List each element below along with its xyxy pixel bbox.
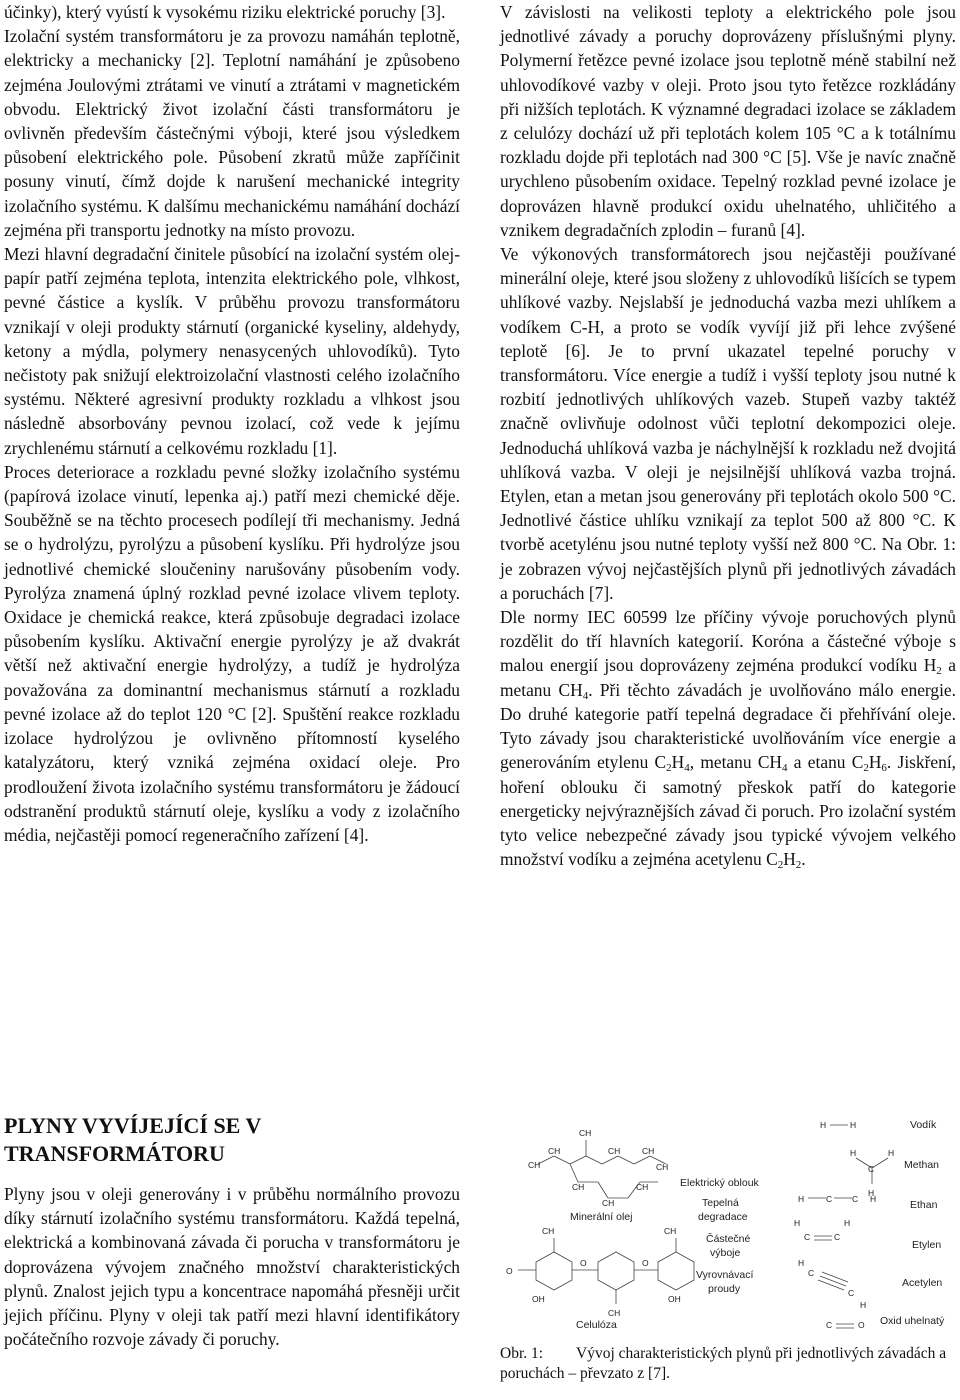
gas-acetylene-label: Acetylen [902,1277,943,1289]
section-heading: PLYNY VYVÍJEJÍCÍ SE V TRANSFORMÁTORU [4,1113,261,1166]
figure-drawing [498,1112,960,1342]
svg-text:CH: CH [642,1146,655,1156]
svg-text:H: H [844,1218,851,1228]
svg-text:OH: OH [668,1294,681,1304]
fault-pd-label: Částečné [706,1233,751,1245]
svg-text:O: O [642,1258,649,1268]
svg-text:H: H [888,1148,895,1158]
svg-text:CH: CH [656,1162,669,1172]
gas-methane-label: Methan [904,1159,940,1171]
svg-text:H: H [820,1120,827,1130]
paragraph: účinky), který vyústí k vysokému riziku elektrické poruchy [3]. [4,2,446,22]
svg-text:CH: CH [542,1226,555,1236]
svg-text:C: C [808,1268,815,1278]
svg-text:CH: CH [608,1308,621,1318]
paragraph: Mezi hlavní degradační činitele působící na izolační systém olej-papír patří zejména teplota, intenzita elektrického pole, vlhkost, pevné částice a kyslík. V průběhu provozu transformátoru vznikají v oleji produkty stárnutí (organické kyseliny, aldehydy, ketony a mýdla, polymery nenasycených uhlovodíků). Tyto nečistoty pak snižují elektroizolační vlastnosti celého izolačního systému. Některé agresivní produkty rozkladu a vlhkost jsou následně absorbovány pevnou izolací, což vede k jejímu zrychlenému stárnutí a celkovému rozkladu [1]. [4,244,460,458]
svg-text:OH: OH [532,1294,545,1304]
fault-types [680,1177,760,1295]
svg-text:H: H [850,1120,857,1130]
svg-text:C: C [804,1232,811,1242]
cellulose-label: Celulóza [576,1319,617,1331]
paragraph: V závislosti na velikosti teploty a elektrického pole jsou jednotlivé závady a poruchy doprovázeny příslušnými plyny. Polymerní řetězce pevné izolace jsou teplotně méně stabilní než uhlovodíkové vazby v oleji. Proto jsou tyto řetězce rozkládány při nižších teplotách. K významné degradaci izolace se základem z celulózy dochází už při teplotách kolem 105 °C a k totálnímu rozkladu dojde při teplotách nad 300 °C [5]. Vše je navíc značně urychleno působením oxidace. Tepelný rozklad pevné izolace je doprovázen hlavně produkcí oxidu uhelnatého, uhličitého a vznikem degradačních zplodin – furanů [4]. [500,2,956,240]
svg-text:H: H [798,1194,805,1204]
fault-thermal-label: Tepelná [702,1197,739,1209]
svg-text:C: C [826,1194,833,1204]
svg-text:C: C [834,1232,841,1242]
svg-text:H: H [868,1188,875,1198]
svg-text:CH: CH [602,1198,615,1208]
caption-label: Obr. 1: [500,1345,544,1362]
right-column [500,0,956,871]
mineral-oil-label: Minerální olej [570,1211,633,1223]
mineral-oil-atoms [528,1128,668,1208]
svg-text:C: C [826,1320,833,1330]
gas-hydrogen-label: Vodík [910,1119,937,1131]
paragraph: Plyny jsou v oleji generovány i v průběhu normálního provozu díky stárnutí izolačního systému transformátoru. Každá tepelná, elektrická a kombinovaná závada či porucha v transformátoru je doprovázena vývojem značného množství charakteristických plynů. Znalost jejich typu a koncentrace napomáhá přesněji určit jejich příčinu. Plyny v oleji tak patří mezi hlavní identifikátory počátečního rozvoje závady či poruchy. [4,1184,460,1350]
svg-text:C: C [848,1288,855,1298]
paragraph: Dle normy IEC 60599 lze příčiny vývoje poruchových plynů rozdělit do tří hlavních kategorií. Koróna a částečné výboje s malou energií jsou doprovázeny zejména produkcí vodíku $H_2$ a metanu $CH_4$. Při těchto závadách je uvolňováno málo energie. Do druhé kategorie patří tepelná degradace či přehřívání oleje. Tyto závady jsou charakteristické uvolňováním více energie a generováním etylenu $C_2H_4$, metanu $CH_4$ a etanu $C_2H_6$. Jiskření, hoření oblouku či samotný přeskok patří do kategorie energeticky nejvýraznějších závad či poruch. Pro izolační systém tyto velice nebezpečné závady jsou typické vývojem velkého množství vodíku a zejména acetylenu $C_2H_2$. [500,607,957,872]
svg-text:CH: CH [528,1160,541,1170]
fault-pd-label-2: výboje [710,1247,741,1259]
gas-atoms [794,1120,894,1330]
svg-text:CH: CH [572,1182,585,1192]
svg-text:H: H [794,1218,801,1228]
caption-text: Vývoj charakteristických plynů při jednotlivých závadách a poruchách – převzato z [7]. [500,1345,947,1382]
fault-thermal-label-2: degradace [698,1211,748,1223]
svg-text:C: C [868,1164,875,1174]
fault-arc-label: Elektrický oblouk [680,1177,759,1189]
figure-caption [500,1344,958,1384]
gas-evolution-figure [498,1112,960,1342]
paragraph: Ve výkonových transformátorech jsou nejčastěji používané minerální oleje, které jsou složeny z uhlovodíků lišících se typem uhlíkové vazby. Nejslabší je jednoduchá vazba mezi uhlíkem a vodíkem C-H, a proto se vodík vyvíjí již při lehce zvýšené teplotě [6]. Je to první ukazatel tepelné poruchy v transformátoru. Více energie a tudíž i vyšší teploty jsou nutné k rozbití jednotlivých uhlíkových vazeb. Stupeň vazby taktéž značně ovlivňuje odolnost vůči teplotní dekompozici oleje. Jednoduchá uhlíková vazba je náchylnější k rozkladu než dvojitá uhlíková vazba. V oleji je nejsilnější uhlíková vazba trojná. Etylen, etan a metan jsou generovány při teplotách okolo 500 °C. Jednotlivé částice uhlíku vznikají za teplot 500 až 800 °C. K tvorbě acetylénu jsou nutné teploty vyšší než 800 °C. Na Obr. 1: je zobrazen vývoj nejčastějších plynů při jednotlivých závadách a poruchách [7]. [500,244,956,603]
svg-text:CH: CH [548,1146,561,1156]
svg-text:CH: CH [664,1226,677,1236]
svg-text:O: O [506,1266,513,1276]
fault-leveling-label: Vyrovnávací [696,1269,754,1281]
fault-leveling-label-2: proudy [708,1283,741,1295]
svg-text:O: O [858,1320,865,1330]
paragraph: Izolační systém transformátoru je za provozu namáhán teplotně, elektricky a mechanicky [2]. Teplotní namáhání je způsobeno zejména Joulovými ztrátami ve vinutí a ztrátami v magnetickém obvodu. Elektrický život izolační části transformátoru je ovlivněn především částečnými výboji, které jsou výsledkem působení elektrického pole. Působení zkratů může zapříčinit posuny vinutí, čímž dojde k narušení mechanické integrity izolačního systému. K dalšímu mechanickému namáhání dochází zejména při transportu jednotky na místo provozu. [4,26,460,240]
paragraph: Proces deteriorace a rozkladu pevné složky izolačního systému (papírová izolace vinutí, lepenka aj.) patří mezi chemické děje. Souběžně se na těchto procesech podílejí tři mechanismy. Jedná se o hydrolýzu, pyrolýzu a působení kyslíku. Při hydrolýze jsou jednotlivé chemické sloučeniny narušovány působením vody. Pyrolýza znamená úplný rozklad pevné izolace vlivem teploty. Oxidace je chemická reakce, která způsobuje degradaci izolace působením kyslíku. Aktivační energie pyrolýzy je až dvakrát větší než aktivační energie hydrolýzy, a tudíž je hydrolýza považována za dominantní mechanismus stárnutí a rozkladu pevné izolace až do teplot 120 °C [2]. Spuštění reakce rozkladu izolace hydrolýzou je ovlivněno přítomností kyselého katalyzátoru, který vzniká zejména oxidací oleje. Pro prodloužení života izolačního systému transformátoru je žádoucí odstranění produktů stárnutí oleje, kyslíku a vody z izolačního média, nejčastěji pomocí regeneračního zařízení [4]. [4,461,460,845]
svg-text:H: H [850,1148,857,1158]
section-intro [4,1182,460,1351]
svg-text:O: O [580,1258,587,1268]
svg-text:CH: CH [636,1182,649,1192]
svg-text:H: H [798,1258,805,1268]
cellulose-atoms [506,1226,681,1318]
gas-ethylene-label: Etylen [912,1239,942,1251]
svg-text:H: H [860,1300,867,1310]
gas-co-label: Oxid uhelnatý [880,1315,945,1327]
left-column [4,0,460,847]
gas-ethane-label: Ethan [910,1199,938,1211]
svg-text:CH: CH [579,1128,592,1138]
svg-text:CH: CH [608,1146,621,1156]
svg-text:H: H [870,1194,877,1204]
svg-text:C: C [852,1194,859,1204]
